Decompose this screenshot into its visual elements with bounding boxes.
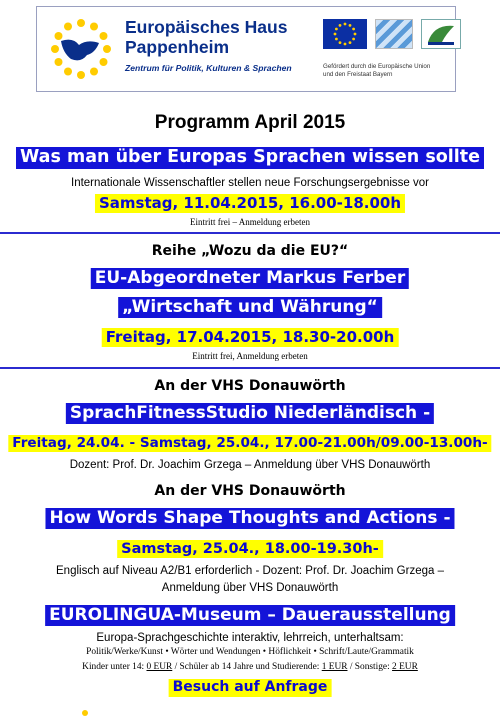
event2-date: Freitag, 17.04.2015, 18.30-20.00h: [102, 328, 399, 347]
event4-venue: An der VHS Donauwörth: [154, 483, 346, 499]
eu-flag-icon: [323, 19, 367, 49]
event5-line1: Europa-Sprachgeschichte interaktiv, lehrreich, unterhaltsam:: [96, 632, 404, 644]
event3-date: Freitag, 24.04. - Samstag, 25.04., 17.00-21.00h/09.00-13.00h-: [8, 435, 491, 452]
bavaria-flag-icon: [375, 19, 413, 49]
event1-title: Was man über Europas Sprachen wissen sollte: [16, 147, 484, 169]
event4-title: How Words Shape Thoughts and Actions -: [45, 508, 454, 529]
header-banner: [36, 6, 456, 92]
funding-notice: [323, 63, 453, 79]
divider-2: [0, 367, 500, 369]
price-students: 1 EUR: [321, 662, 348, 672]
event3-title: SprachFitnessStudio Niederländisch -: [66, 403, 434, 424]
event3-details: Dozent: Prof. Dr. Joachim Grzega – Anmeldung über VHS Donauwörth: [69, 459, 431, 471]
leader-logo-icon: [421, 19, 461, 49]
event3-venue: An der VHS Donauwörth: [154, 378, 346, 394]
event4-details-line2: Anmeldung über VHS Donauwörth: [161, 582, 339, 594]
event5-prices: [0, 662, 500, 672]
price-others-label: / Sonstige:: [347, 662, 393, 672]
event1-subtitle: Internationale Wissenschaftler stellen neue Forschungsergebnisse vor: [71, 177, 429, 189]
event1-note: Eintritt frei – Anmeldung erbeten: [190, 217, 310, 227]
event2-series: Reihe „Wozu da die EU?“: [151, 243, 349, 259]
price-students-label: / Schüler ab 14 Jahre und Studierende:: [172, 662, 322, 672]
event5-title: EUROLINGUA-Museum – Dauerausstellung: [45, 605, 455, 626]
org-name-line2: Pappenheim: [125, 37, 230, 57]
event4-details-line1: Englisch auf Niveau A2/B1 erforderlich - Dozent: Prof. Dr. Joachim Grzega –: [56, 565, 444, 577]
price-kids-label: Kinder unter 14:: [82, 662, 147, 672]
funding-line1: Gefördert durch die Europäische Union: [323, 63, 431, 70]
event5-visit: Besuch auf Anfrage: [169, 679, 332, 697]
program-title: Programm April 2015: [154, 112, 346, 133]
event5-line2: Politik/Werke/Kunst • Wörter und Wendungen • Höflichkeit • Schrift/Laute/Grammatik: [86, 647, 414, 657]
event2-speaker: EU-Abgeordneter Markus Ferber: [91, 268, 409, 289]
price-kids: 0 EUR: [146, 662, 173, 672]
event4-date: Samstag, 25.04., 18.00-19.30h-: [117, 540, 383, 558]
org-tagline: Zentrum für Politik, Kulturen & Sprachen: [125, 63, 292, 73]
event1-date: Samstag, 11.04.2015, 16.00-18.00h: [95, 194, 405, 213]
event2-note: Eintritt frei, Anmeldung erbeten: [192, 351, 308, 361]
event2-topic: „Wirtschaft und Währung“: [118, 297, 382, 318]
price-others: 2 EUR: [392, 662, 418, 672]
org-name: [125, 17, 287, 57]
star-icon: [78, 708, 92, 718]
divider-1: [0, 232, 500, 234]
funding-line2: und den Freistaat Bayern: [323, 71, 393, 78]
sponsor-logos: [323, 19, 461, 53]
eu-stars-logo-icon: [47, 15, 115, 83]
org-name-line1: Europäisches Haus: [125, 17, 288, 37]
